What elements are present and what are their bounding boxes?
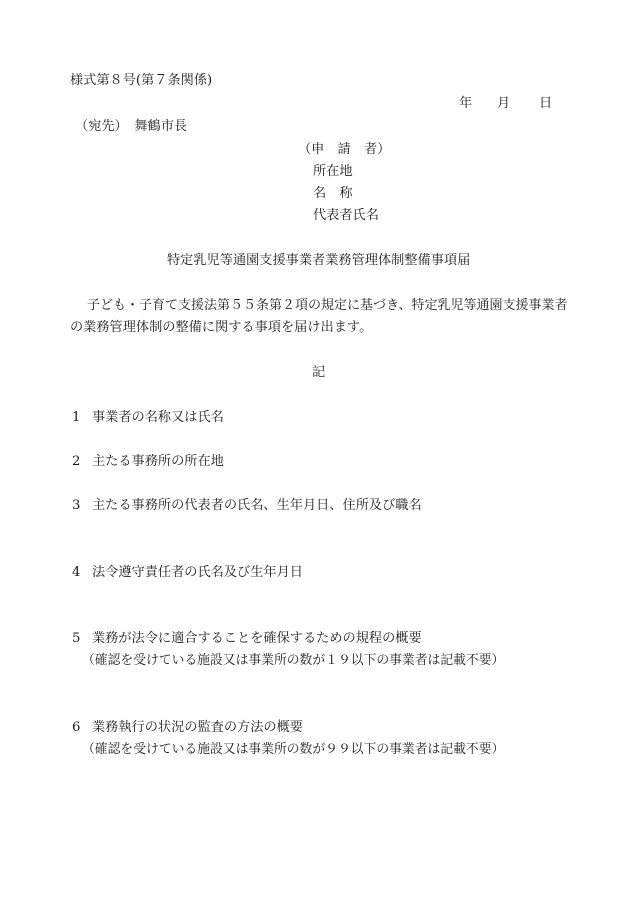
item-5-note: （確認を受けている施設又は事業所の数が１９以下の事業者は記載不要） (82, 653, 505, 668)
item-5-text: 業務が法令に適合することを確保するための規程の概要 (92, 631, 422, 646)
ki-heading: 記 (312, 365, 326, 380)
date-day-label: 日 (539, 96, 553, 111)
item-4-number: 4 (72, 565, 81, 580)
item-6-text: 業務執行の状況の監査の方法の概要 (92, 720, 303, 735)
date-year-label: 年 (459, 96, 473, 111)
item-3-number: 3 (72, 498, 81, 513)
item-6-note: （確認を受けている施設又は事業所の数が９９以下の事業者は記載不要） (82, 742, 505, 757)
item-2-text: 主たる事務所の所在地 (92, 454, 224, 469)
item-1-number: 1 (72, 410, 81, 425)
document-title: 特定乳児等通園支援事業者業務管理体制整備事項届 (167, 253, 471, 268)
body-line-1: 子ども・子育て支援法第５５条第２項の規定に基づき、特定乳児等通園支援事業者 (87, 298, 568, 313)
addressee: （宛先） 舞鶴市長 (75, 119, 188, 134)
item-4-text: 法令遵守責任者の氏名及び生年月日 (92, 565, 303, 580)
form-number: 様式第８号(第７条関係) (70, 73, 213, 88)
applicant-representative-label: 代表者氏名 (313, 208, 379, 223)
applicant-address-label: 所在地 (313, 164, 353, 179)
item-3-text: 主たる事務所の代表者の氏名、生年月日、住所及び職名 (92, 498, 422, 513)
body-line-2: の業務管理体制の整備に関する事項を届け出ます。 (70, 320, 373, 335)
item-6-number: 6 (72, 720, 81, 735)
item-5-number: 5 (72, 631, 81, 646)
item-2-number: 2 (72, 454, 81, 469)
item-1-text: 事業者の名称又は氏名 (92, 410, 224, 425)
applicant-name-label: 名 称 (313, 186, 353, 201)
applicant-heading: （申 請 者） (298, 142, 391, 157)
date-month-label: 月 (497, 96, 511, 111)
